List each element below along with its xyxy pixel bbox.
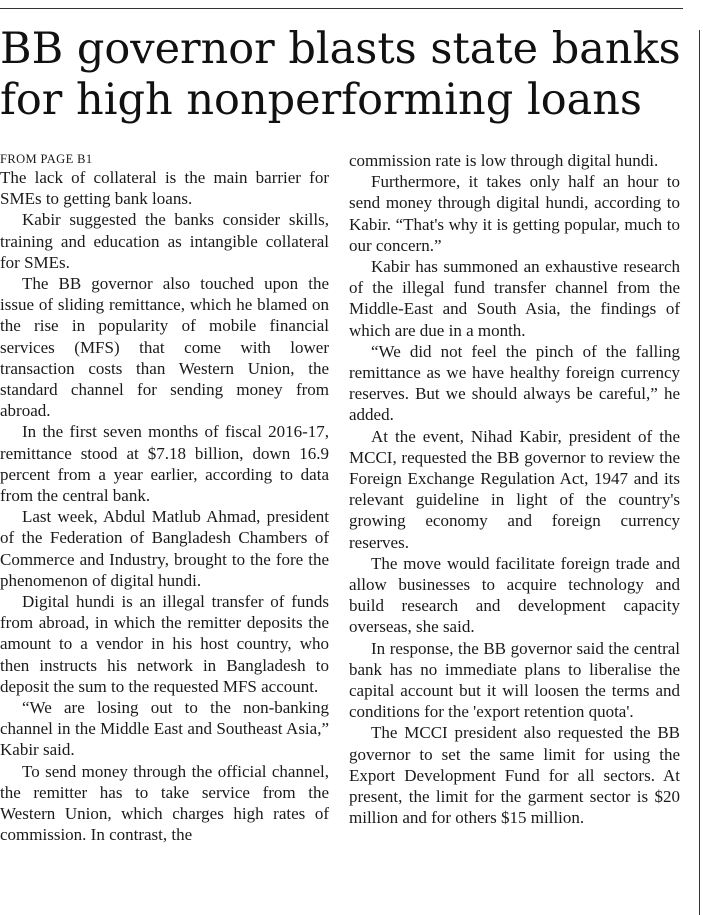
top-rule (0, 8, 683, 9)
paragraph: The move would facilitate foreign trade and allow businesses to acquire technology and build research and development capacity overseas, she said. (349, 553, 680, 637)
paragraph: In the first seven months of fiscal 2016-17, remittance stood at $7.18 billion, down 16.9 percent from a year earlier, according to data from the central bank. (0, 422, 329, 506)
headline-line-1: BB governor blasts state banks (0, 24, 681, 74)
article-column-1 (0, 151, 329, 846)
paragraph: Digital hundi is an illegal transfer of funds from abroad, in which the remitter deposits the amount to a vendor in his host country, who then instructs his network in Bangladesh to deposit the sum to the requested MFS account. (0, 592, 329, 696)
article-column-2 (349, 150, 680, 829)
paragraph: The MCCI president also requested the BB governor to set the same limit for using the Export Development Fund for all sectors. At present, the limit for the garment sector is $20 million and for others $15 million. (349, 723, 680, 828)
headline-line-2: for high nonperforming loans (0, 75, 642, 125)
paragraph: The lack of collateral is the main barrier for SMEs to getting bank loans. (0, 168, 329, 209)
continued-from-label: FROM PAGE B1 (0, 152, 93, 166)
paragraph: The BB governor also touched upon the issue of sliding remittance, which he blamed on the rise in popularity of mobile financial services (MFS) that come with lower transaction costs than Western Union, the standard channel for sending money from abroad. (0, 274, 329, 421)
column-rule (699, 30, 700, 915)
paragraph: Last week, Abdul Matlub Ahmad, president of the Federation of Bangladesh Chambers of Commerce and Industry, brought to the fore the phenomenon of digital hundi. (0, 507, 329, 590)
paragraph: Kabir suggested the banks consider skills, training and education as intangible collateral for SMEs. (0, 210, 329, 272)
paragraph: “We did not feel the pinch of the falling remittance as we have healthy foreign currency reserves. But we should always be careful,” he added. (349, 341, 680, 425)
paragraph: Kabir has summoned an exhaustive research of the illegal fund transfer channel from the Middle-East and South Asia, the findings of which are due in a month. (349, 257, 680, 340)
article-headline (0, 24, 690, 126)
paragraph: commission rate is low through digital hundi. (349, 151, 659, 170)
paragraph: “We are losing out to the non-banking channel in the Middle East and Southeast Asia,” Kabir said. (0, 698, 329, 760)
paragraph: At the event, Nihad Kabir, president of the MCCI, requested the BB governor to review the Foreign Exchange Regulation Act, 1947 and its relevant guideline in light of the country's growing economy and foreign currency reserves. (349, 426, 680, 552)
paragraph: Furthermore, it takes only half an hour to send money through digital hundi, according to Kabir. “That's why it is getting popular, much to our concern.” (349, 172, 680, 255)
paragraph: To send money through the official channel, the remitter has to take service from the Western Union, which charges high rates of commission. In contrast, the (0, 761, 329, 845)
paragraph: In response, the BB governor said the central bank has no immediate plans to liberalise the capital account but it will loosen the terms and conditions for the 'export retention quota'. (349, 638, 680, 722)
